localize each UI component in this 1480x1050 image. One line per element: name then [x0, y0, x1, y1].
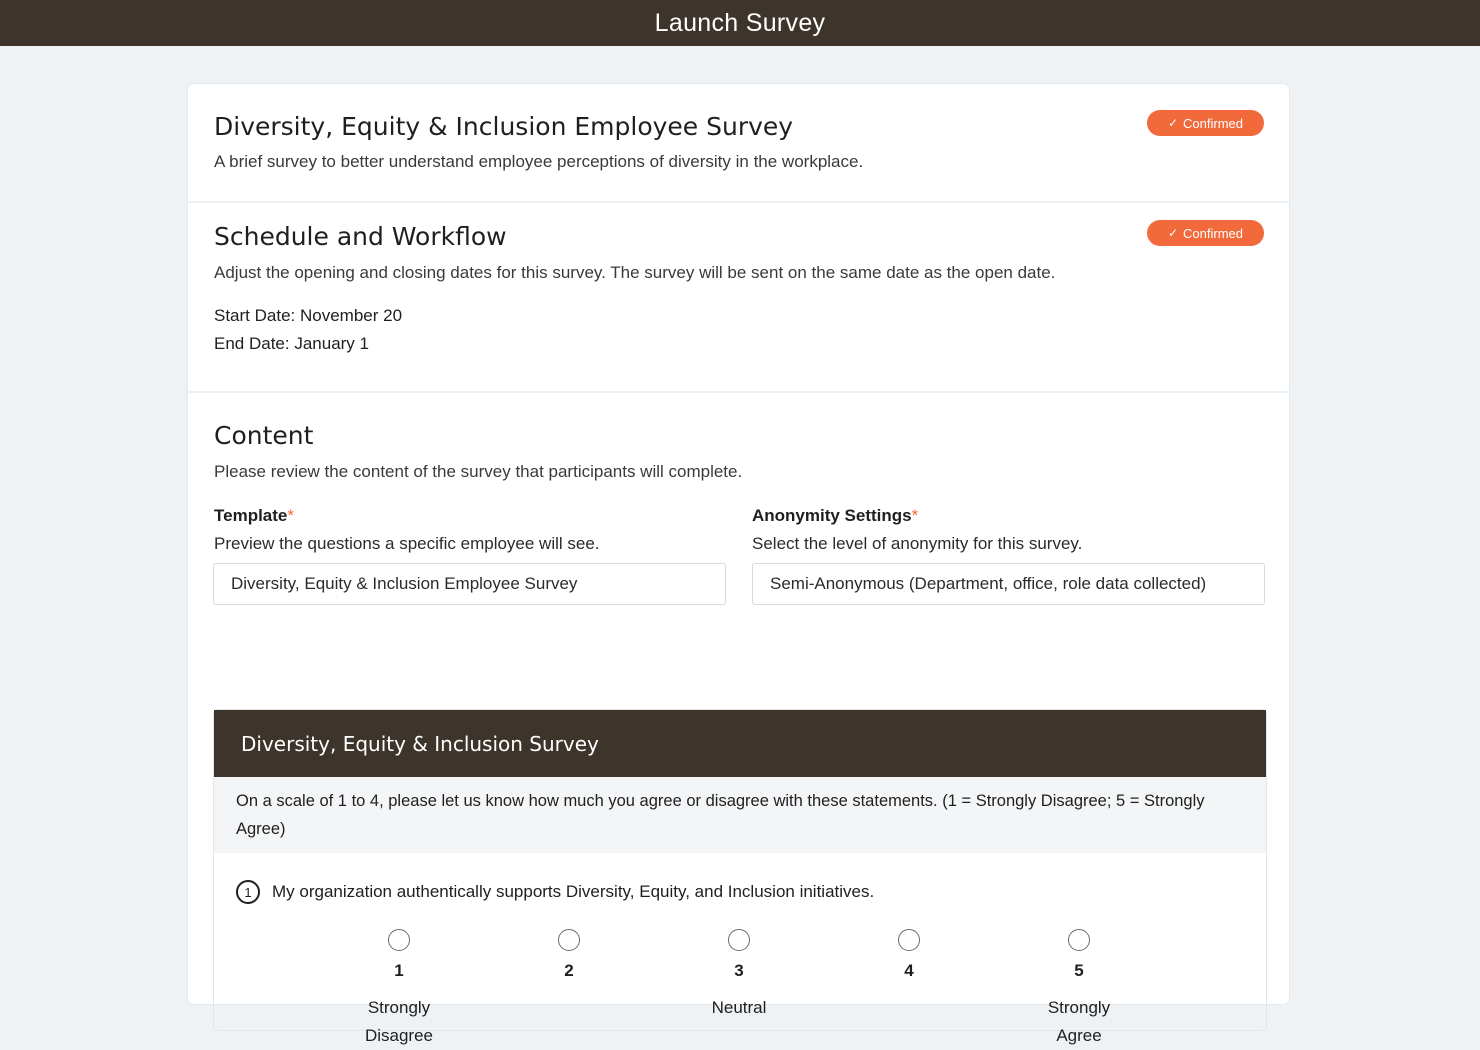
anonymity-label: [752, 506, 918, 526]
option-label: [1019, 994, 1139, 1050]
option-value: 1: [394, 961, 404, 980]
end-date: End Date: January 1: [214, 334, 369, 353]
option-value: 3: [734, 961, 744, 980]
survey-title: Diversity, Equity & Inclusion Employee Survey: [214, 112, 794, 141]
template-value: Diversity, Equity & Inclusion Employee Survey: [231, 574, 578, 593]
check-icon: ✓: [1167, 226, 1179, 240]
option-label-line: Neutral: [711, 998, 767, 1017]
badge-label: Confirmed: [1183, 115, 1244, 131]
option-5[interactable]: [1019, 929, 1139, 1050]
anonymity-select[interactable]: [752, 563, 1265, 605]
anonymity-label-text: Anonymity Settings: [752, 506, 912, 525]
question-text: My organization authentically supports Diversity, Equity, and Inclusion initiatives.: [272, 882, 875, 901]
preview-header: [214, 710, 1266, 777]
content-title: Content: [214, 421, 314, 450]
option-value: 5: [1074, 961, 1084, 980]
anonymity-value: Semi-Anonymous (Department, office, role data collected): [770, 574, 1207, 593]
content-description: Please review the content of the survey that participants will complete.: [214, 462, 743, 481]
survey-info-section: [188, 84, 1289, 203]
question-1: [236, 880, 874, 904]
option-4[interactable]: [849, 929, 969, 981]
content-section: [188, 393, 1289, 1045]
survey-preview: [213, 709, 1267, 1045]
survey-confirmed-badge: [1147, 110, 1264, 136]
radio-icon[interactable]: [898, 929, 920, 951]
required-mark: *: [287, 506, 294, 525]
preview-title: Diversity, Equity & Inclusion Survey: [241, 731, 599, 756]
schedule-section: [188, 203, 1289, 393]
survey-description: A brief survey to better understand employee perceptions of diversity in the workplace.: [214, 152, 864, 171]
template-label-text: Template: [214, 506, 288, 525]
option-label-line: Agree: [1056, 1026, 1102, 1045]
template-select[interactable]: [213, 563, 726, 605]
option-label-line: Strongly: [1047, 998, 1111, 1017]
required-mark: *: [911, 506, 919, 525]
option-label: [679, 994, 799, 1022]
option-value: 2: [564, 961, 574, 980]
top-bar: [0, 0, 1480, 46]
template-label: [214, 506, 294, 526]
badge-label: Confirmed: [1183, 225, 1244, 241]
template-help: Preview the questions a specific employee will see.: [214, 534, 600, 553]
radio-icon[interactable]: [1068, 929, 1090, 951]
option-label-line: Strongly: [367, 998, 431, 1017]
launch-survey-card: [188, 84, 1289, 1045]
option-1[interactable]: [339, 929, 459, 1050]
question-number-icon: 1: [236, 880, 260, 904]
page-title: Launch Survey: [654, 8, 826, 37]
option-label-line: Disagree: [364, 1026, 434, 1045]
schedule-description: Adjust the opening and closing dates for this survey. The survey will be sent on the same date as the open date.: [214, 263, 1056, 282]
start-date: Start Date: November 20: [214, 306, 403, 325]
schedule-confirmed-badge: [1147, 220, 1264, 246]
option-2[interactable]: [509, 929, 629, 981]
option-value: 4: [904, 961, 914, 980]
anonymity-help: Select the level of anonymity for this survey.: [752, 534, 1083, 553]
option-3[interactable]: [679, 929, 799, 1022]
check-icon: ✓: [1167, 116, 1179, 130]
radio-icon[interactable]: [558, 929, 580, 951]
radio-icon[interactable]: [728, 929, 750, 951]
radio-icon[interactable]: [388, 929, 410, 951]
schedule-title: Schedule and Workflow: [214, 222, 507, 251]
preview-instructions: On a scale of 1 to 4, please let us know how much you agree or disagree with these statements. (1 = Strongly Disagree; 5 = Strongly Agree): [214, 777, 1266, 853]
option-label: [339, 994, 459, 1050]
